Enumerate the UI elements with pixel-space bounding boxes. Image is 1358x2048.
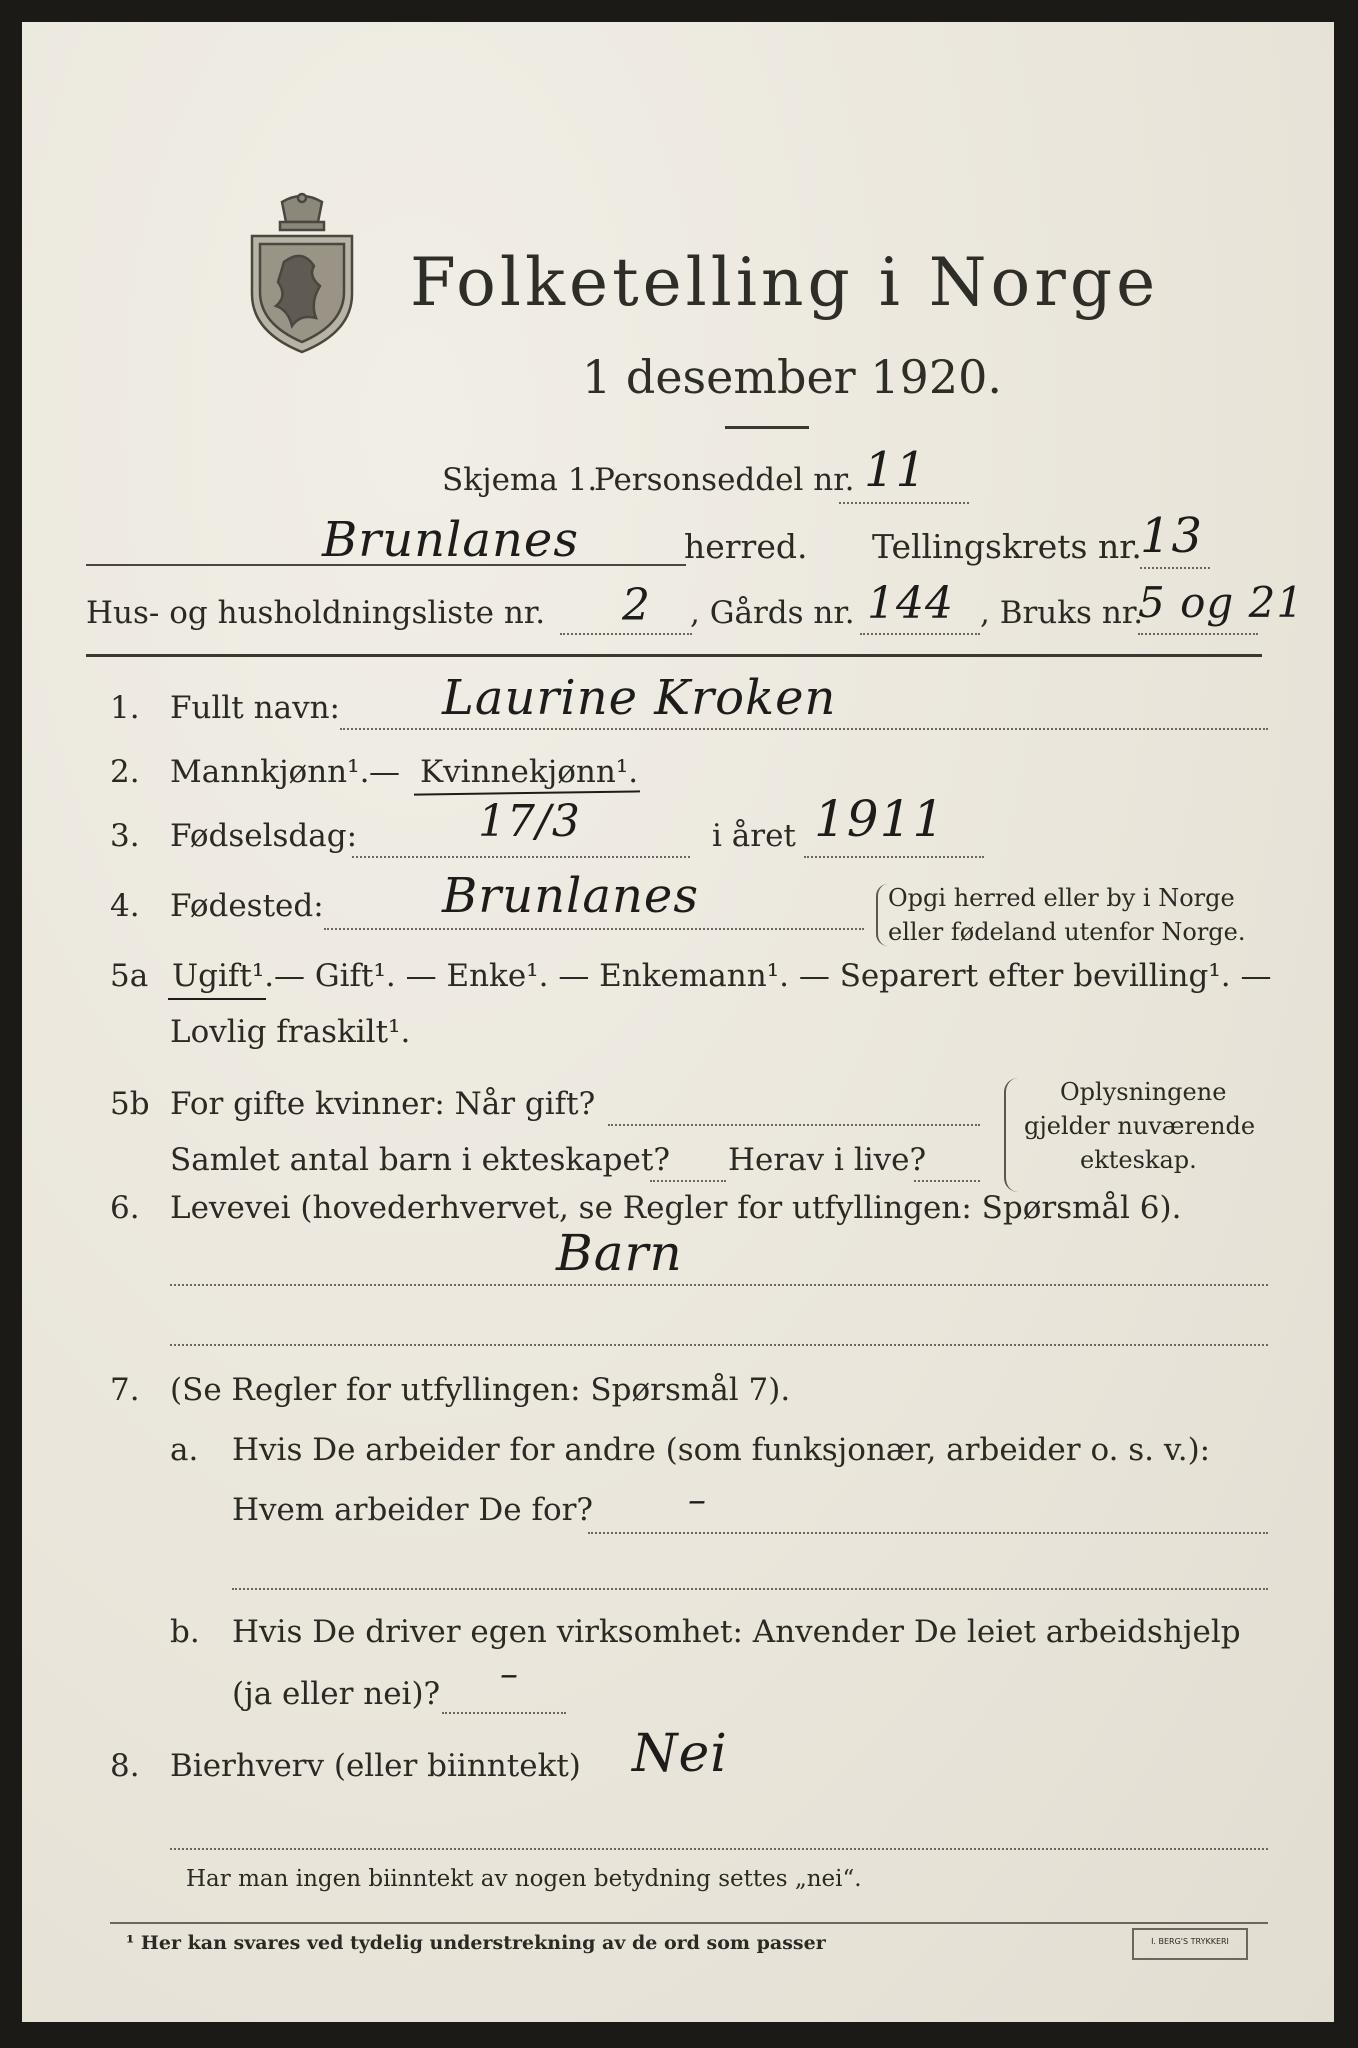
gender-separator: — xyxy=(369,754,400,790)
employer-value: – xyxy=(688,1480,707,1521)
female-option: Kvinnekjønn¹. xyxy=(420,754,639,790)
census-form xyxy=(22,22,1334,2022)
q6-number: 6. xyxy=(110,1190,140,1226)
q1-label: Fullt navn: xyxy=(170,690,340,726)
children-label: Samlet antal barn i ekteskapet? xyxy=(170,1142,670,1178)
footnote: ¹ Her kan svares ved tydelig understrekning av de ord som passer xyxy=(126,1932,826,1954)
q7-label: (Se Regler for utfyllingen: Spørsmål 7). xyxy=(170,1372,791,1408)
female-underline xyxy=(414,790,640,795)
alive-label: Herav i live? xyxy=(728,1142,927,1178)
coat-of-arms-icon xyxy=(244,192,360,354)
birthplace-note-2: eller fødeland utenfor Norge. xyxy=(888,918,1246,946)
birthplace-note-1: Opgi herred eller by i Norge xyxy=(888,884,1235,912)
q3-label: Fødselsdag: xyxy=(170,818,358,854)
q7a-label-2: Hvem arbeider De for? xyxy=(232,1492,594,1528)
q5a-number: 5a xyxy=(110,958,149,994)
q7a-label: Hvis De arbeider for andre (som funksjonær, arbeider o. s. v.): xyxy=(232,1432,1211,1468)
gards-label: , Gårds nr. xyxy=(690,595,855,631)
unmarried-underline xyxy=(168,998,266,1000)
gards-value: 144 xyxy=(867,578,954,629)
header-rule xyxy=(86,654,1262,657)
birth-year-value: 1911 xyxy=(814,790,946,848)
q7-number: 7. xyxy=(110,1372,140,1408)
marital-options: — Gift¹. — Enke¹. — Enkemann¹. — Separert efter bevilling¹. — xyxy=(274,958,1272,994)
household-label: Hus- og husholdningsliste nr. xyxy=(86,595,546,631)
q7b-number: b. xyxy=(170,1614,200,1650)
bruks-value: 5 og 21 xyxy=(1138,578,1305,627)
herred-label: herred. xyxy=(684,527,808,566)
q5b-label: For gifte kvinner: Når gift? xyxy=(170,1086,596,1122)
marriage-note-3: ekteskap. xyxy=(1080,1146,1197,1174)
household-value: 2 xyxy=(622,580,651,631)
printer-stamp: I. BERG'S TRYKKERI xyxy=(1132,1928,1248,1960)
unmarried-option: Ugift¹. xyxy=(172,958,275,994)
q8-label: Bierhverv (eller biinntekt) xyxy=(170,1748,581,1784)
herred-value: Brunlanes xyxy=(322,512,579,568)
personseddel-label: Personseddel nr. xyxy=(594,462,855,498)
side-income-value: Nei xyxy=(632,1724,728,1784)
q4-number: 4. xyxy=(110,888,140,924)
full-name-value: Laurine Kroken xyxy=(442,670,837,726)
divorced-option: Lovlig fraskilt¹. xyxy=(170,1014,411,1050)
bruks-label: , Bruks nr. xyxy=(980,595,1144,631)
q7b-label-2: (ja eller nei)? xyxy=(232,1676,441,1712)
title-rule xyxy=(725,426,809,429)
q2-number: 2. xyxy=(110,754,140,790)
q8-number: 8. xyxy=(110,1748,140,1784)
marriage-note-1: Oplysningene xyxy=(1060,1078,1227,1106)
birthday-value: 17/3 xyxy=(478,796,581,847)
year-label: i året xyxy=(712,818,796,854)
q7a-number: a. xyxy=(170,1432,199,1468)
marriage-note-2: gjelder nuværende xyxy=(1024,1112,1256,1140)
q6-label: Levevei (hovederhvervet, se Regler for utfyllingen: Spørsmål 6). xyxy=(170,1190,1182,1226)
tellingskrets-value: 13 xyxy=(1140,508,1204,564)
hired-help-value: – xyxy=(500,1654,519,1695)
q3-number: 3. xyxy=(110,818,140,854)
birthplace-value: Brunlanes xyxy=(442,868,699,924)
census-date: 1 desember 1920. xyxy=(582,350,1002,404)
side-income-note: Har man ingen biinntekt av nogen betydning settes „nei“. xyxy=(186,1866,862,1892)
occupation-value: Barn xyxy=(556,1224,683,1282)
male-option: Mannkjønn¹. xyxy=(170,754,370,790)
q5b-number: 5b xyxy=(110,1086,150,1122)
form-title: Folketelling i Norge xyxy=(410,244,1160,321)
tellingskrets-label: Tellingskrets nr. xyxy=(872,527,1142,566)
q1-number: 1. xyxy=(110,690,140,726)
q4-label: Fødested: xyxy=(170,888,324,924)
personseddel-value: 11 xyxy=(864,442,928,498)
schema-label: Skjema 1. xyxy=(442,462,598,498)
q7b-label: Hvis De driver egen virksomhet: Anvender De leiet arbeidshjelp xyxy=(232,1614,1241,1650)
